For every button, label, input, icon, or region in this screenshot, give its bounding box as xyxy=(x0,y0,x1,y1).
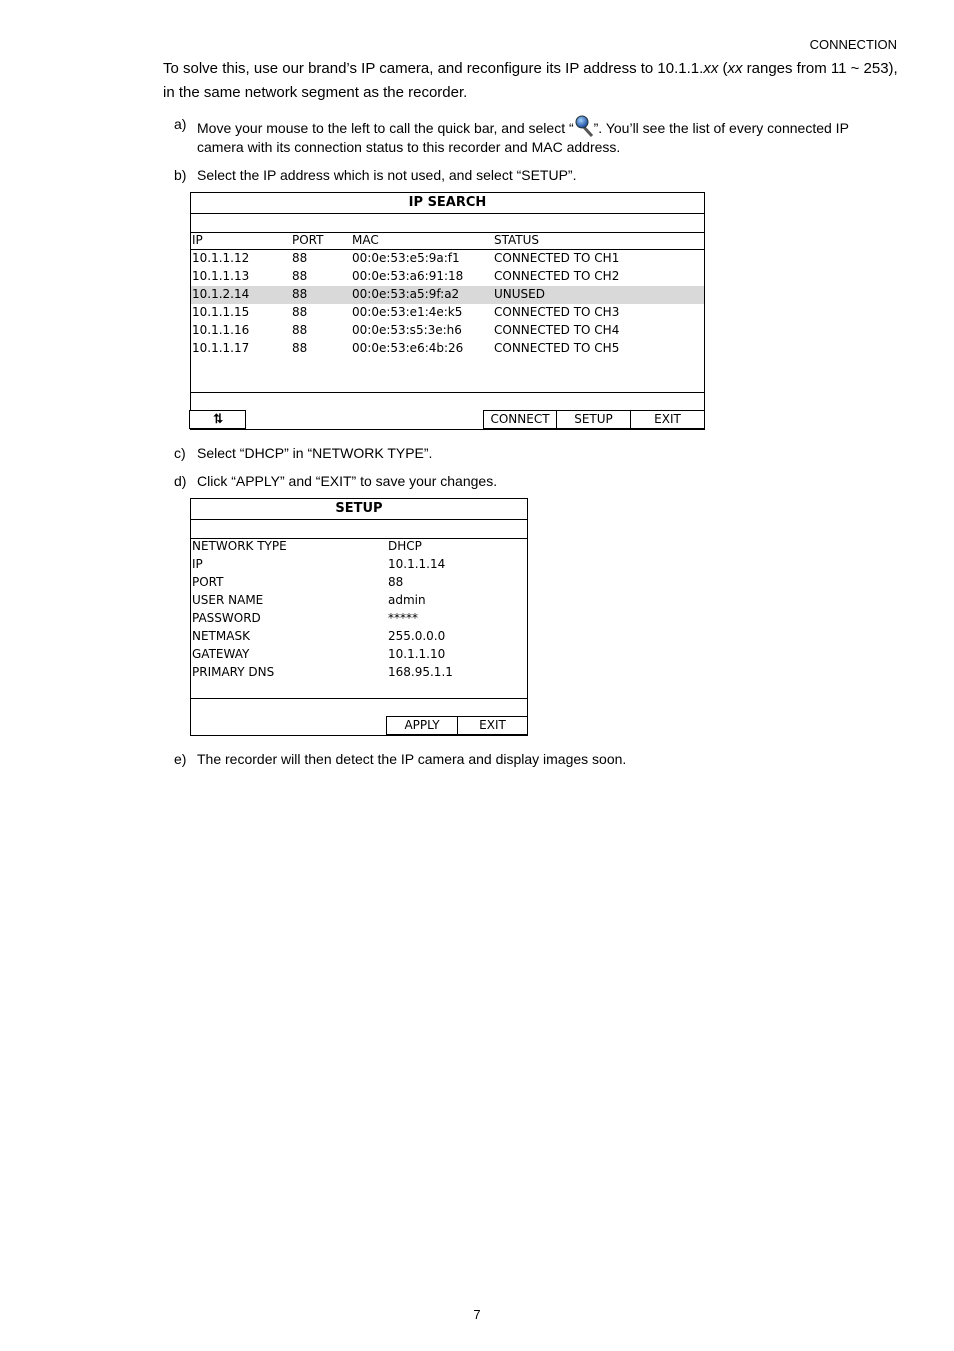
intro-text: To solve this, use our brand’s IP camera, and reconfigure its IP address to 10.1.1. xyxy=(163,60,704,77)
step-label: a) xyxy=(174,116,187,132)
step-text: The recorder will then detect the IP camera and display images soon. xyxy=(197,751,627,767)
step-text xyxy=(197,115,887,157)
column-header-status: STATUS xyxy=(494,233,540,247)
ip-search-magnifier-icon xyxy=(574,115,594,135)
step-e xyxy=(174,750,894,769)
cell-port[interactable]: 88 xyxy=(292,305,308,319)
field-value[interactable]: DHCP xyxy=(388,539,422,553)
column-header-ip: IP xyxy=(192,233,203,247)
cell-status[interactable]: CONNECTED TO CH2 xyxy=(494,269,620,283)
step-d xyxy=(174,472,894,491)
cell-ip[interactable]: 10.1.1.15 xyxy=(192,305,250,319)
field-label: PORT xyxy=(192,575,224,589)
cell-status[interactable]: CONNECTED TO CH5 xyxy=(494,341,620,355)
cell-mac[interactable]: 00:0e:53:e1:4e:k5 xyxy=(352,305,463,319)
step-b xyxy=(174,166,894,185)
cell-status[interactable]: CONNECTED TO CH4 xyxy=(494,323,620,337)
cell-mac[interactable]: 00:0e:53:a6:91:18 xyxy=(352,269,464,283)
exit-button[interactable]: EXIT xyxy=(457,716,528,735)
cell-ip[interactable]: 10.1.1.12 xyxy=(192,251,250,265)
step-text-part: ”. You’ll see the list of every connected IP camera with its connection status to this recorder and MAC address. xyxy=(197,120,849,155)
cell-ip[interactable]: 10.1.2.14 xyxy=(192,287,250,301)
section-header: CONNECTION xyxy=(809,37,897,52)
cell-ip[interactable]: 10.1.1.13 xyxy=(192,269,250,283)
intro-paragraph xyxy=(163,57,903,105)
step-text: Select the IP address which is not used, and select “SETUP”. xyxy=(197,167,577,183)
step-label: b) xyxy=(174,167,187,183)
field-value[interactable]: ***** xyxy=(388,611,418,625)
field-label: GATEWAY xyxy=(192,647,250,661)
panel-title: SETUP xyxy=(191,499,527,520)
field-value[interactable]: 10.1.1.14 xyxy=(388,557,446,571)
cell-port[interactable]: 88 xyxy=(292,251,308,265)
panel-title: IP SEARCH xyxy=(191,193,704,214)
cell-port[interactable]: 88 xyxy=(292,341,308,355)
field-label: PRIMARY DNS xyxy=(192,665,275,679)
field-value[interactable]: 10.1.1.10 xyxy=(388,647,446,661)
cell-mac[interactable]: 00:0e:53:a5:9f:a2 xyxy=(352,287,460,301)
page-number: 7 xyxy=(473,1307,481,1322)
cell-mac[interactable]: 00:0e:53:e5:9a:f1 xyxy=(352,251,460,265)
field-label: NETWORK TYPE xyxy=(192,539,287,553)
intro-xx: xx xyxy=(703,60,719,77)
step-a xyxy=(174,115,894,155)
cell-status[interactable]: CONNECTED TO CH1 xyxy=(494,251,620,265)
cell-status[interactable]: UNUSED xyxy=(494,287,545,301)
cell-mac[interactable]: 00:0e:53:s5:3e:h6 xyxy=(352,323,462,337)
field-value[interactable]: 88 xyxy=(388,575,404,589)
setup-button[interactable]: SETUP xyxy=(556,410,631,429)
step-text-part: Move your mouse to the left to call the quick bar, and select “ xyxy=(197,120,574,136)
refresh-arrows-icon: ⮁ xyxy=(212,412,223,427)
field-value[interactable]: 255.0.0.0 xyxy=(388,629,446,643)
intro-text: ranges from 11 ~ 253), in the same network segment as the recorder. xyxy=(163,60,898,101)
cell-port[interactable]: 88 xyxy=(292,287,308,301)
step-text: Click “APPLY” and “EXIT” to save your changes. xyxy=(197,473,498,489)
step-label: c) xyxy=(174,445,186,461)
step-text: Select “DHCP” in “NETWORK TYPE”. xyxy=(197,445,433,461)
cell-port[interactable]: 88 xyxy=(292,323,308,337)
refresh-button[interactable] xyxy=(189,410,246,429)
cell-ip[interactable]: 10.1.1.16 xyxy=(192,323,250,337)
column-header-port: PORT xyxy=(292,233,324,247)
cell-port[interactable]: 88 xyxy=(292,269,308,283)
cell-ip[interactable]: 10.1.1.17 xyxy=(192,341,250,355)
connect-button[interactable]: CONNECT xyxy=(483,410,557,429)
column-header-mac: MAC xyxy=(352,233,379,247)
ip-search-panel xyxy=(190,192,705,430)
cell-status[interactable]: CONNECTED TO CH3 xyxy=(494,305,620,319)
field-value[interactable]: admin xyxy=(388,593,426,607)
field-value[interactable]: 168.95.1.1 xyxy=(388,665,453,679)
field-label: PASSWORD xyxy=(192,611,261,625)
step-c xyxy=(174,444,894,463)
setup-panel xyxy=(190,498,528,736)
cell-mac[interactable]: 00:0e:53:e6:4b:26 xyxy=(352,341,464,355)
intro-text: ( xyxy=(718,60,728,77)
exit-button[interactable]: EXIT xyxy=(630,410,705,429)
step-label: d) xyxy=(174,473,187,489)
apply-button[interactable]: APPLY xyxy=(386,716,458,735)
field-label: USER NAME xyxy=(192,593,264,607)
intro-xx: xx xyxy=(727,60,743,77)
step-label: e) xyxy=(174,751,187,767)
field-label: IP xyxy=(192,557,203,571)
field-label: NETMASK xyxy=(192,629,250,643)
